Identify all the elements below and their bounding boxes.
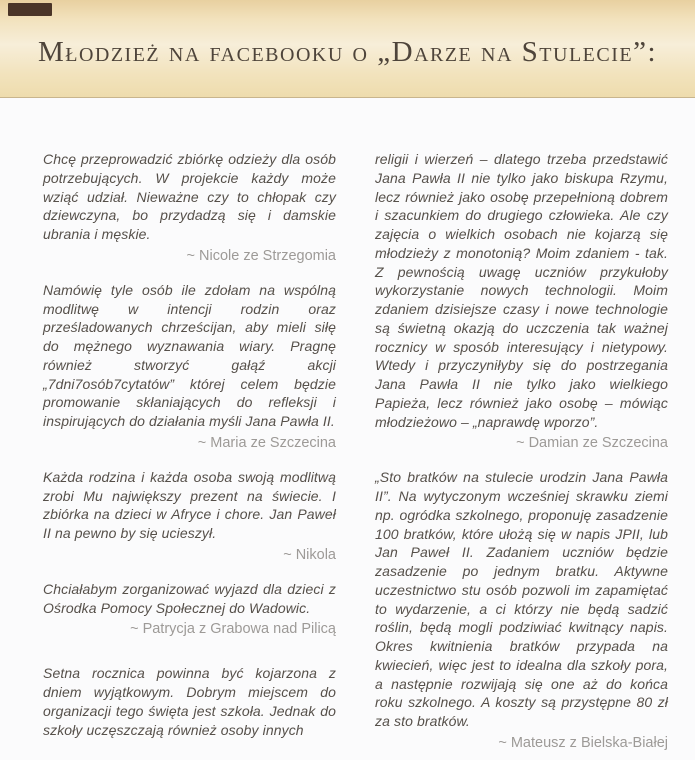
quote-block <box>43 580 336 638</box>
quote-block <box>375 468 668 751</box>
quote-text: religii i wierzeń – dlatego trzeba przedstawić Jana Pawła II nie tylko jako biskupa Rzymu, lecz również jako osobę przepełnioną dobrem i szacunkiem do drugiego człowieka. Ale czy zajęcia o wielkich osobach nie kojarzą się młodzieży z monotonią? Moim zdaniem - tak. Z pewnością uwagę uczniów przykułoby wykorzystanie nowych technologii. Moim zdaniem dzisiejsze czasy i nowe technologie są świetną okazją do uczczenia tak ważnej rocznicy w sposób interesujący i nietypowy. Wtedy i przyczyniłyby się do postrzegania Jana Pawła II nie tylko jako wielkiego Papieża, lecz również jako osobę – mówiąc młodzieżowo – „naprawdę wporzo”. <box>375 151 668 430</box>
page-header <box>0 0 695 98</box>
quote-text: Każda rodzina i każda osoba swoją modlitwą zrobi Mu największy prezent na świecie. I zbiórka na dzieci w Afryce i chore. Jan Paweł II na pewno by się ucieszył. <box>43 468 336 541</box>
quote-author: ~ Maria ze Szczecina <box>197 434 336 451</box>
quote-text: Chciałabym zorganizować wyjazd dla dzieci z Ośrodka Pomocy Społecznej do Wadowic. <box>43 580 336 616</box>
quote-block <box>43 150 336 264</box>
quote-author: ~ Nicole ze Strzegomia <box>186 247 336 264</box>
quote-text: „Sto bratków na stulecie urodzin Jana Pawła II”. Na wytyczonym wcześniej skrawku ziemi np. ogródka szkolnego, proponuję zasadzenie 100 bratków, które ułożą się w napis JPII, lub Jan Paweł II. Zadaniem uczniów będzie zasadzenie po jednym bratku. Aktywne uczestnictwo stu osób pozwoli im zapamiętać to wydarzenie, a ci którzy nie będą sadzić roślin, będą mogli podziwiać kwitnący napis. Okres kwitnienia bratków przypada na kwiecień, więc jest to idealna dla szkoły pora, a następnie rozwijają się one aż do końca roku szkolnego. A koszty są przystępne 80 zł za sto bratków. <box>375 469 668 729</box>
quote-author: ~ Damian ze Szczecina <box>516 435 668 452</box>
left-column <box>43 150 336 760</box>
two-column-content <box>0 98 695 760</box>
quote-text: Chcę przeprowadzić zbiórkę odzieży dla osób potrzebujących. W projekcie każdy może wziąć udział. Nieważne czy to chłopak czy dziewczyna, bo przydadzą się i damskie ubrania i męskie. <box>43 151 336 242</box>
right-column <box>375 150 668 760</box>
quote-text: Namówię tyle osób ile zdołam na wspólną modlitwę w intencji rodzin oraz prześladowanych chrześcijan, aby mieli siłę do mężnego wyznawania wiary. Pragnę również stworzyć gałąź akcji „7dni7osób7cytatów” której celem będzie promowanie skłaniających do refleksji i inspirujących do działania myśli Jana Pawła II. <box>43 281 336 429</box>
quote-block <box>43 468 336 563</box>
quote-author: ~ Mateusz z Bielska-Białej <box>498 734 668 751</box>
page-title: Młodzież na facebooku o „Darze na Stulecie”: <box>37 36 658 68</box>
corner-mark <box>8 3 52 16</box>
quote-author: ~ Patrycja z Grabowa nad Pilicą <box>130 621 336 638</box>
quote-block <box>43 281 336 451</box>
quote-author: ~ Nikola <box>283 546 336 563</box>
quote-block <box>43 664 336 739</box>
quote-text: Setna rocznica powinna być kojarzona z dniem wyjątkowym. Dobrym miejscem do organizacji tego święta jest szkoła. Jednak do szkoły uczęszczają również osoby innych <box>43 665 336 738</box>
quote-block <box>375 150 668 451</box>
